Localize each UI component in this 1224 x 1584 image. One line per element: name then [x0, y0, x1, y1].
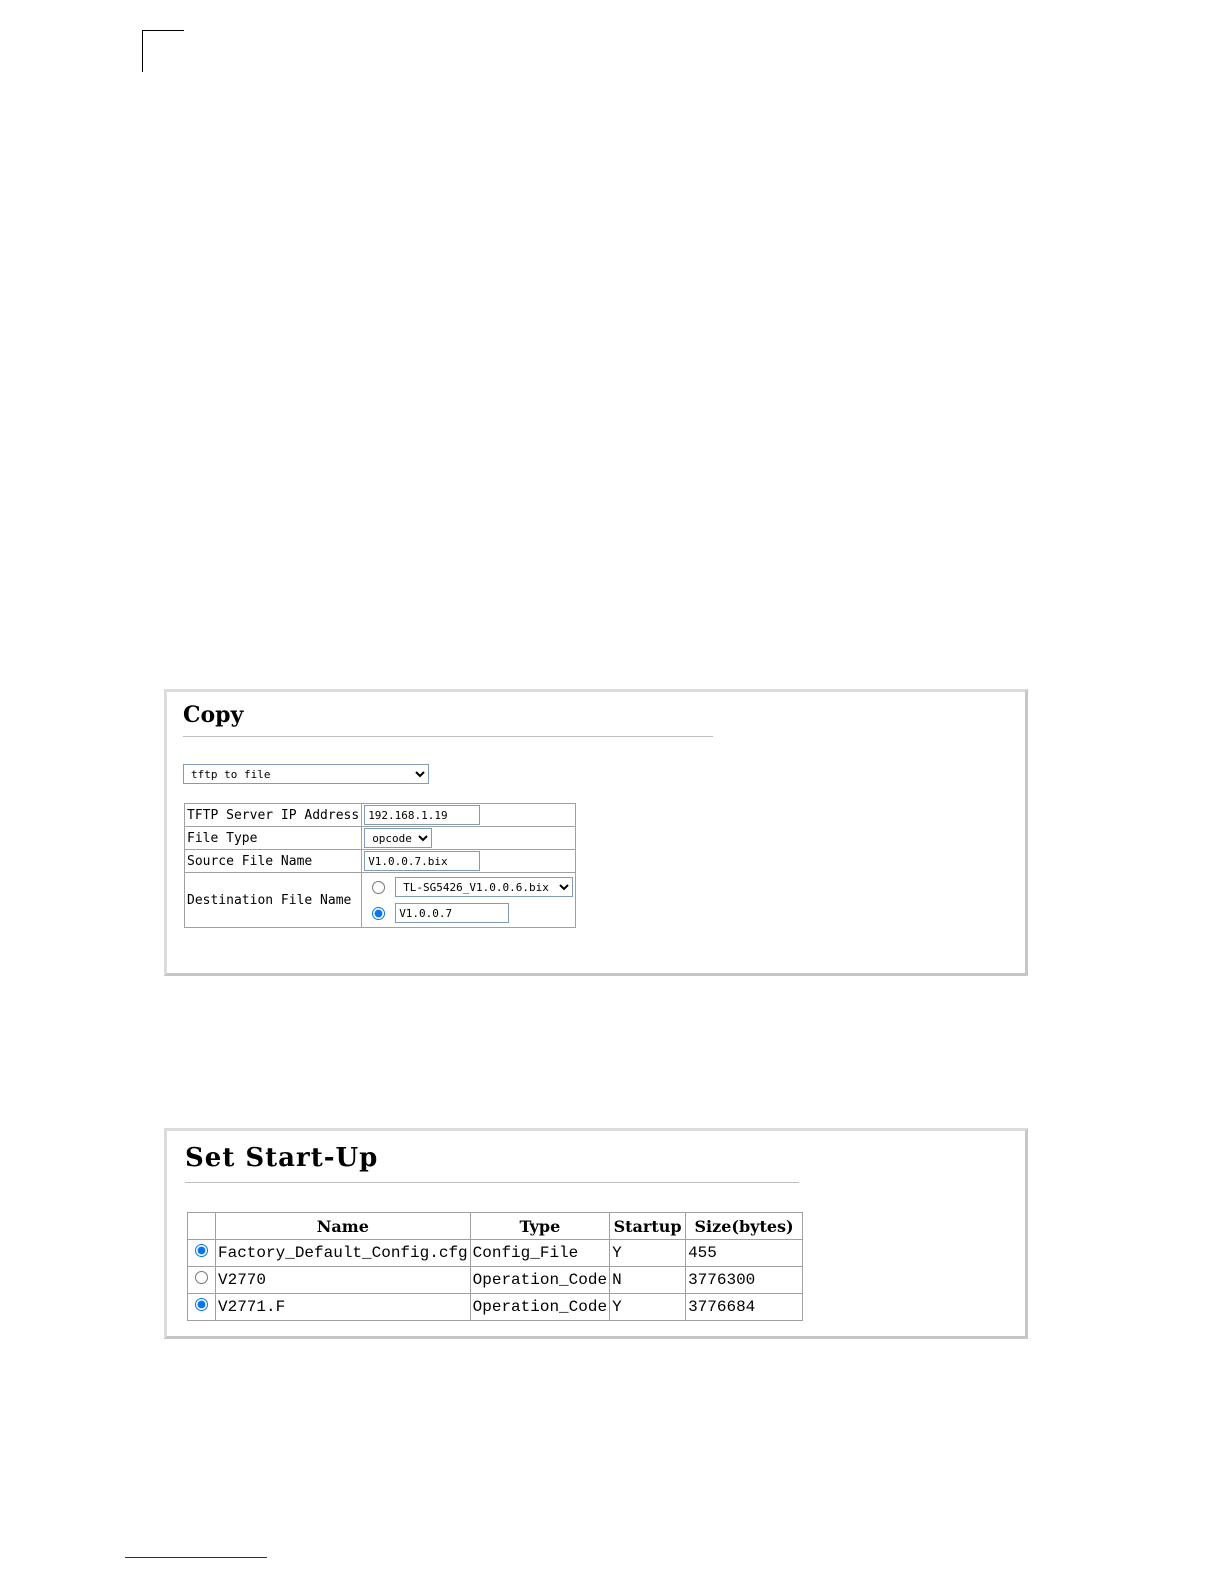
destination-existing-radio[interactable] [372, 881, 385, 894]
file-name-cell: V2771.F [216, 1294, 471, 1321]
file-type-cell: Operation_Code [470, 1267, 609, 1294]
destination-existing-select[interactable] [395, 877, 573, 897]
copy-form-table [184, 803, 576, 928]
crop-mark-horizontal [142, 30, 184, 31]
startup-cell: Y [610, 1240, 686, 1267]
startup-cell: Y [610, 1294, 686, 1321]
crop-mark-vertical [142, 30, 143, 72]
size-column-header: Size(bytes) [686, 1213, 803, 1240]
size-cell: 455 [686, 1240, 803, 1267]
set-startup-panel [164, 1128, 1028, 1339]
tftp-ip-row [185, 804, 576, 827]
tftp-ip-label: TFTP Server IP Address [185, 804, 362, 827]
startup-files-table [187, 1212, 803, 1321]
size-cell: 3776684 [686, 1294, 803, 1321]
set-startup-title: Set Start-Up [185, 1143, 379, 1173]
copy-title: Copy [183, 702, 244, 728]
file-type-cell: Config_File [470, 1240, 609, 1267]
table-row [188, 1267, 803, 1294]
type-column-header: Type [470, 1213, 609, 1240]
size-cell: 3776300 [686, 1267, 803, 1294]
copy-title-rule [183, 736, 713, 737]
table-row [188, 1294, 803, 1321]
row-select-radio[interactable] [195, 1298, 208, 1311]
table-header-row [188, 1213, 803, 1240]
file-type-label: File Type [185, 827, 362, 850]
source-file-input[interactable] [364, 851, 480, 871]
file-name-cell: Factory_Default_Config.cfg [216, 1240, 471, 1267]
footnote-rule [125, 1557, 267, 1558]
name-column-header: Name [216, 1213, 471, 1240]
table-row [188, 1240, 803, 1267]
copy-panel [164, 689, 1028, 976]
row-select-radio[interactable] [195, 1271, 208, 1284]
startup-cell: N [610, 1267, 686, 1294]
tftp-ip-input[interactable] [364, 805, 480, 825]
destination-file-row [185, 873, 576, 928]
destination-new-radio[interactable] [372, 907, 385, 920]
copy-operation-select[interactable] [183, 764, 429, 784]
destination-file-label: Destination File Name [185, 873, 362, 928]
set-startup-title-rule [185, 1182, 799, 1183]
file-type-select[interactable] [364, 828, 432, 848]
file-name-cell: V2770 [216, 1267, 471, 1294]
select-column-header [188, 1213, 216, 1240]
file-type-cell: Operation_Code [470, 1294, 609, 1321]
destination-new-input[interactable] [395, 903, 509, 923]
row-select-radio[interactable] [195, 1244, 208, 1257]
source-file-row [185, 850, 576, 873]
source-file-label: Source File Name [185, 850, 362, 873]
startup-column-header: Startup [610, 1213, 686, 1240]
file-type-row [185, 827, 576, 850]
